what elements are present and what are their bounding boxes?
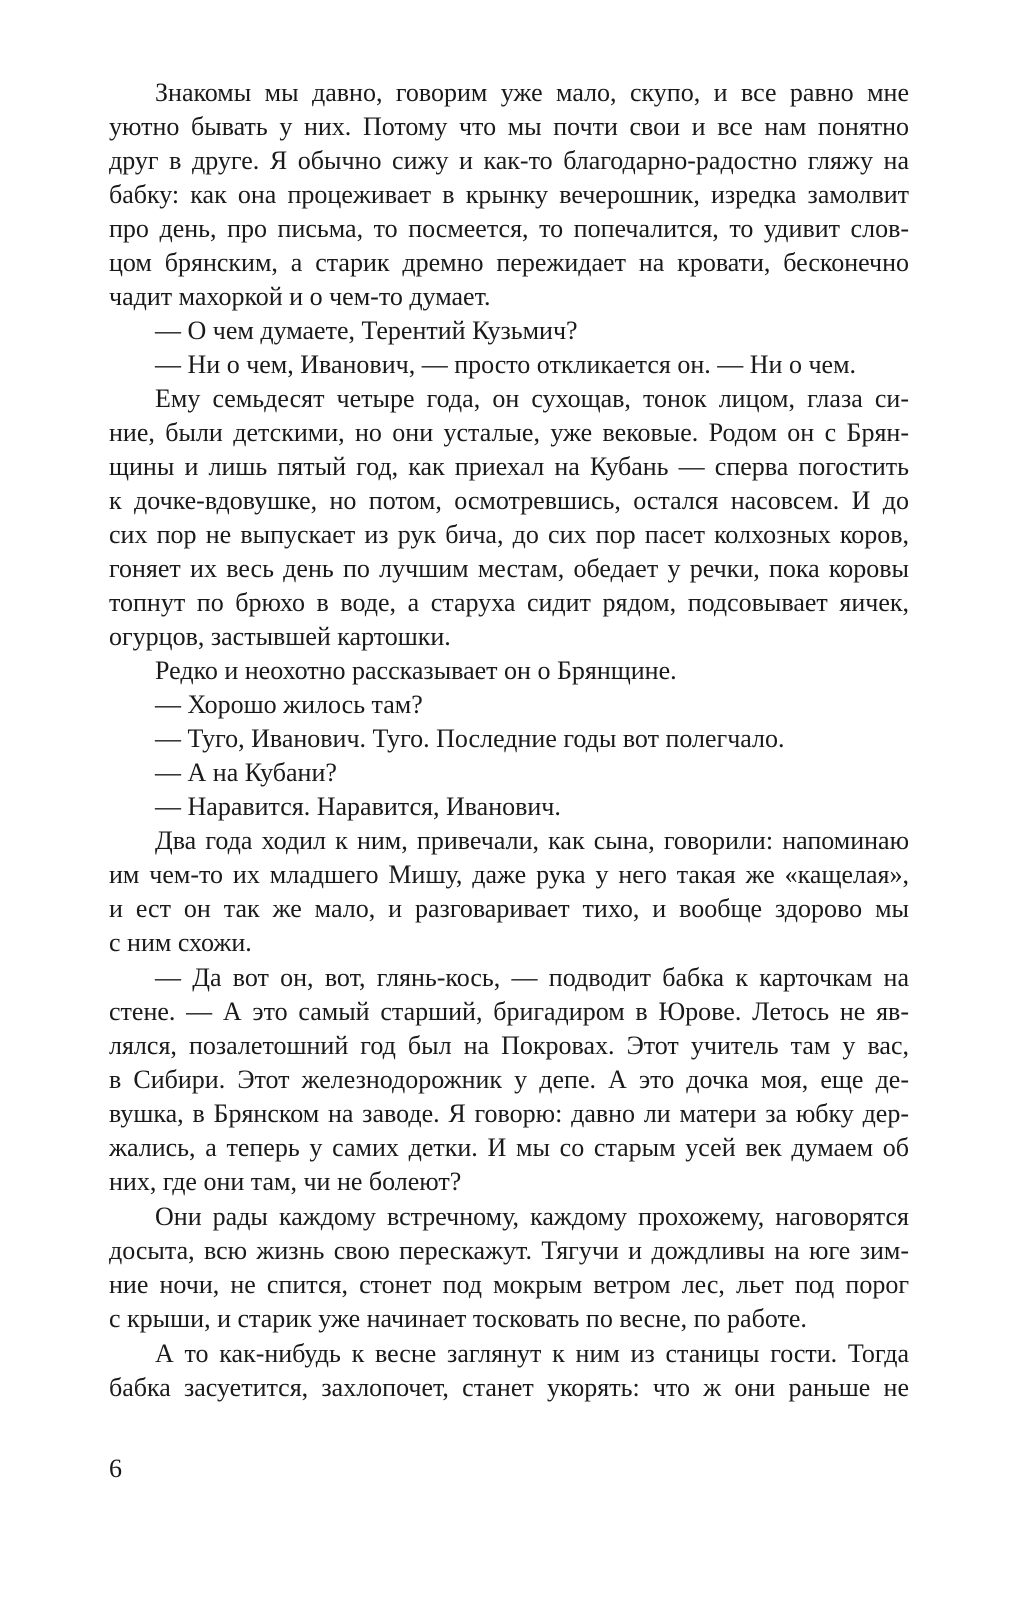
text-line: цом брянским, а старик дремно пережидает на кровати, бесконечно xyxy=(109,248,909,277)
page-number: 6 xyxy=(109,1454,122,1483)
page-text xyxy=(109,76,909,1405)
text-line: досыта, всю жизнь свою перескажут. Тягучи и дождливы на юге зим- xyxy=(109,1236,909,1265)
text-line: Ему семьдесят четыре года, он сухощав, тонок лицом, глаза си- xyxy=(155,384,909,413)
dialogue-line: — О чем думаете, Терентий Кузьмич? xyxy=(155,316,578,345)
text-line: ние ночи, не спится, стонет под мокрым ветром лес, льет под порог xyxy=(109,1270,909,1299)
text-line: чадит махоркой и о чем-то думает. xyxy=(109,282,491,311)
text-line: с ним схожи. xyxy=(109,928,252,957)
text-line: им чем-то их младшего Мишу, даже рука у него такая же «кащелая», xyxy=(109,860,909,889)
text-line: с крыши, и старик уже начинает тосковать по весне, по работе. xyxy=(109,1304,807,1333)
dialogue-line: — Наравится. Наравится, Иванович. xyxy=(155,792,561,821)
text-line: гоняет их весь день по лучшим местам, обедает у речки, пока коровы xyxy=(109,554,909,583)
dialogue-line: — Хорошо жилось там? xyxy=(155,690,423,719)
text-line: огурцов, застывшей картошки. xyxy=(109,622,451,651)
text-line: бабку: как она процеживает в крынку вечерошник, изредка замолвит xyxy=(109,180,909,209)
text-line: А то как-нибудь к весне заглянут к ним из станицы гости. Тогда xyxy=(155,1339,909,1368)
text-line: Редко и неохотно рассказывает он о Брянщине. xyxy=(155,656,677,685)
text-line: уютно бывать у них. Потому что мы почти свои и все нам понятно xyxy=(109,112,909,141)
text-line: топнут по брюхо в воде, а старуха сидит рядом, подсовывает яичек, xyxy=(109,588,909,617)
text-line: сих пор не выпускает из рук бича, до сих пор пасет колхозных коров, xyxy=(109,520,909,549)
dialogue-line: — Да вот он, вот, глянь-кось, — подводит бабка к карточкам на xyxy=(155,963,909,992)
dialogue-line: — А на Кубани? xyxy=(155,758,337,787)
text-line: к дочке-вдовушке, но потом, осмотревшись, остался насовсем. И до xyxy=(109,486,909,515)
text-line: них, где они там, чи не болеют? xyxy=(109,1167,462,1196)
text-line: Два года ходил к ним, привечали, как сына, говорили: напоминаю xyxy=(155,826,909,855)
text-line: жались, а теперь у самих детки. И мы со старым усей век думаем об xyxy=(109,1133,909,1162)
text-line: лялся, позалетошний год был на Покровах. Этот учитель там у вас, xyxy=(109,1031,909,1060)
text-line: друг в друге. Я обычно сижу и как-то благодарно-радостно гляжу на xyxy=(109,146,909,175)
text-line: щины и лишь пятый год, как приехал на Кубань — сперва погостить xyxy=(109,452,909,481)
text-line: ние, были детскими, но они усталые, уже вековые. Родом он с Брян- xyxy=(109,418,909,447)
dialogue-line: — Ни о чем, Иванович, — просто откликается он. — Ни о чем. xyxy=(155,350,857,379)
text-line: про день, про письма, то посмеется, то попечалится, то удивит слов- xyxy=(109,214,909,243)
text-line: вушка, в Брянском на заводе. Я говорю: давно ли матери за юбку дер- xyxy=(109,1099,909,1128)
text-line: и ест он так же мало, и разговаривает тихо, и вообще здорово мы xyxy=(109,894,909,923)
text-line: бабка засуетится, захлопочет, станет укорять: что ж они раньше не xyxy=(109,1373,909,1402)
text-line: Они рады каждому встречному, каждому прохожему, наговорятся xyxy=(155,1202,909,1231)
dialogue-line: — Туго, Иванович. Туго. Последние годы вот полегчало. xyxy=(155,724,785,753)
text-line: Знакомы мы давно, говорим уже мало, скупо, и все равно мне xyxy=(155,78,909,107)
text-line: стене. — А это самый старший, бригадиром в Юрове. Летось не яв- xyxy=(109,997,909,1026)
text-line: в Сибири. Этот железнодорожник у депе. А это дочка моя, еще де- xyxy=(109,1065,909,1094)
